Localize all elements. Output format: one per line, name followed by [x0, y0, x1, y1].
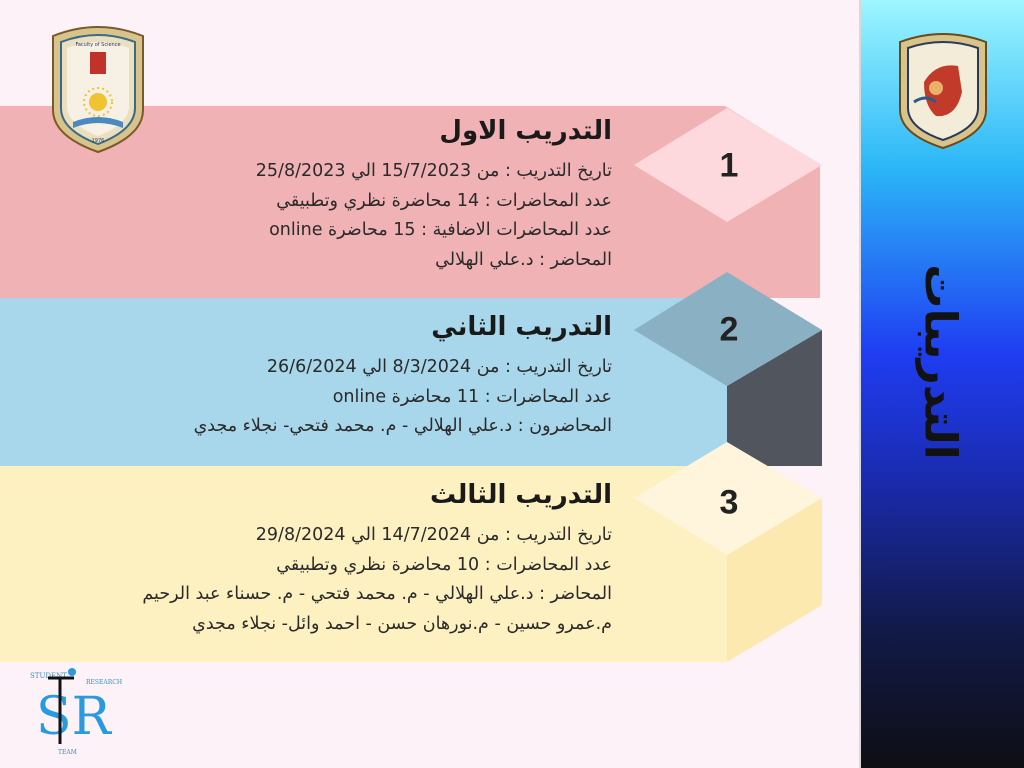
training-1-lectures: عدد المحاضرات : 14 محاضرة نظري وتطبيقي [276, 190, 612, 211]
training-3-lecturers: المحاضر : د.علي الهلالي - م. محمد فتحي - م. حسناء عبد الرحيم [142, 584, 612, 604]
srt-label-student: STUDENT [30, 672, 67, 680]
training-3-dates: تاريخ التدريب : من 14/7/2024 الي 29/8/2024 [255, 525, 612, 545]
training-2-lectures: عدد المحاضرات : 11 محاضرة online [332, 386, 612, 407]
training-2-title: التدريب الثاني [431, 312, 612, 342]
faculty-seal-logo [47, 24, 149, 154]
training-1-block [256, 114, 612, 275]
training-3-lecturers-cont: م.عمرو حسين - م.نورهان حسن - احمد وائل- نجلاء مجدي [192, 613, 612, 634]
training-1-dates: تاريخ التدريب : من 15/7/2023 الي 25/8/2023 [255, 161, 612, 181]
sidebar-title: التدريبات [914, 264, 966, 460]
faculty-seal-caption: Faculty of Science [75, 42, 121, 48]
training-number-2: 2 [719, 310, 739, 349]
training-1-extra-lectures: عدد المحاضرات الاضافية : 15 محاضرة online [269, 220, 612, 240]
university-seal-logo [896, 32, 990, 150]
srt-letters: SR [36, 687, 111, 747]
training-2-block [194, 310, 612, 442]
training-number-1: 1 [719, 146, 739, 185]
student-research-team-logo [26, 664, 126, 756]
training-number-3: 3 [719, 483, 739, 522]
srt-label-team: TEAM [58, 749, 77, 756]
faculty-seal-year: 1976 [91, 138, 105, 144]
training-3-title: التدريب الثالث [430, 480, 612, 510]
training-1-lecturer: المحاضر : د.علي الهلالي [435, 249, 612, 270]
srt-label-research: RESEARCH [86, 679, 123, 686]
training-3-block [142, 478, 612, 639]
training-2-lecturers: المحاضرون : د.علي الهلالي - م. محمد فتحي- نجلاء مجدي [193, 416, 612, 436]
training-1-title: التدريب الاول [439, 116, 612, 146]
training-2-dates: تاريخ التدريب : من 8/3/2024 الي 26/6/2024 [266, 357, 612, 377]
training-3-lectures: عدد المحاضرات : 10 محاضرة نظري وتطبيقي [276, 554, 612, 575]
